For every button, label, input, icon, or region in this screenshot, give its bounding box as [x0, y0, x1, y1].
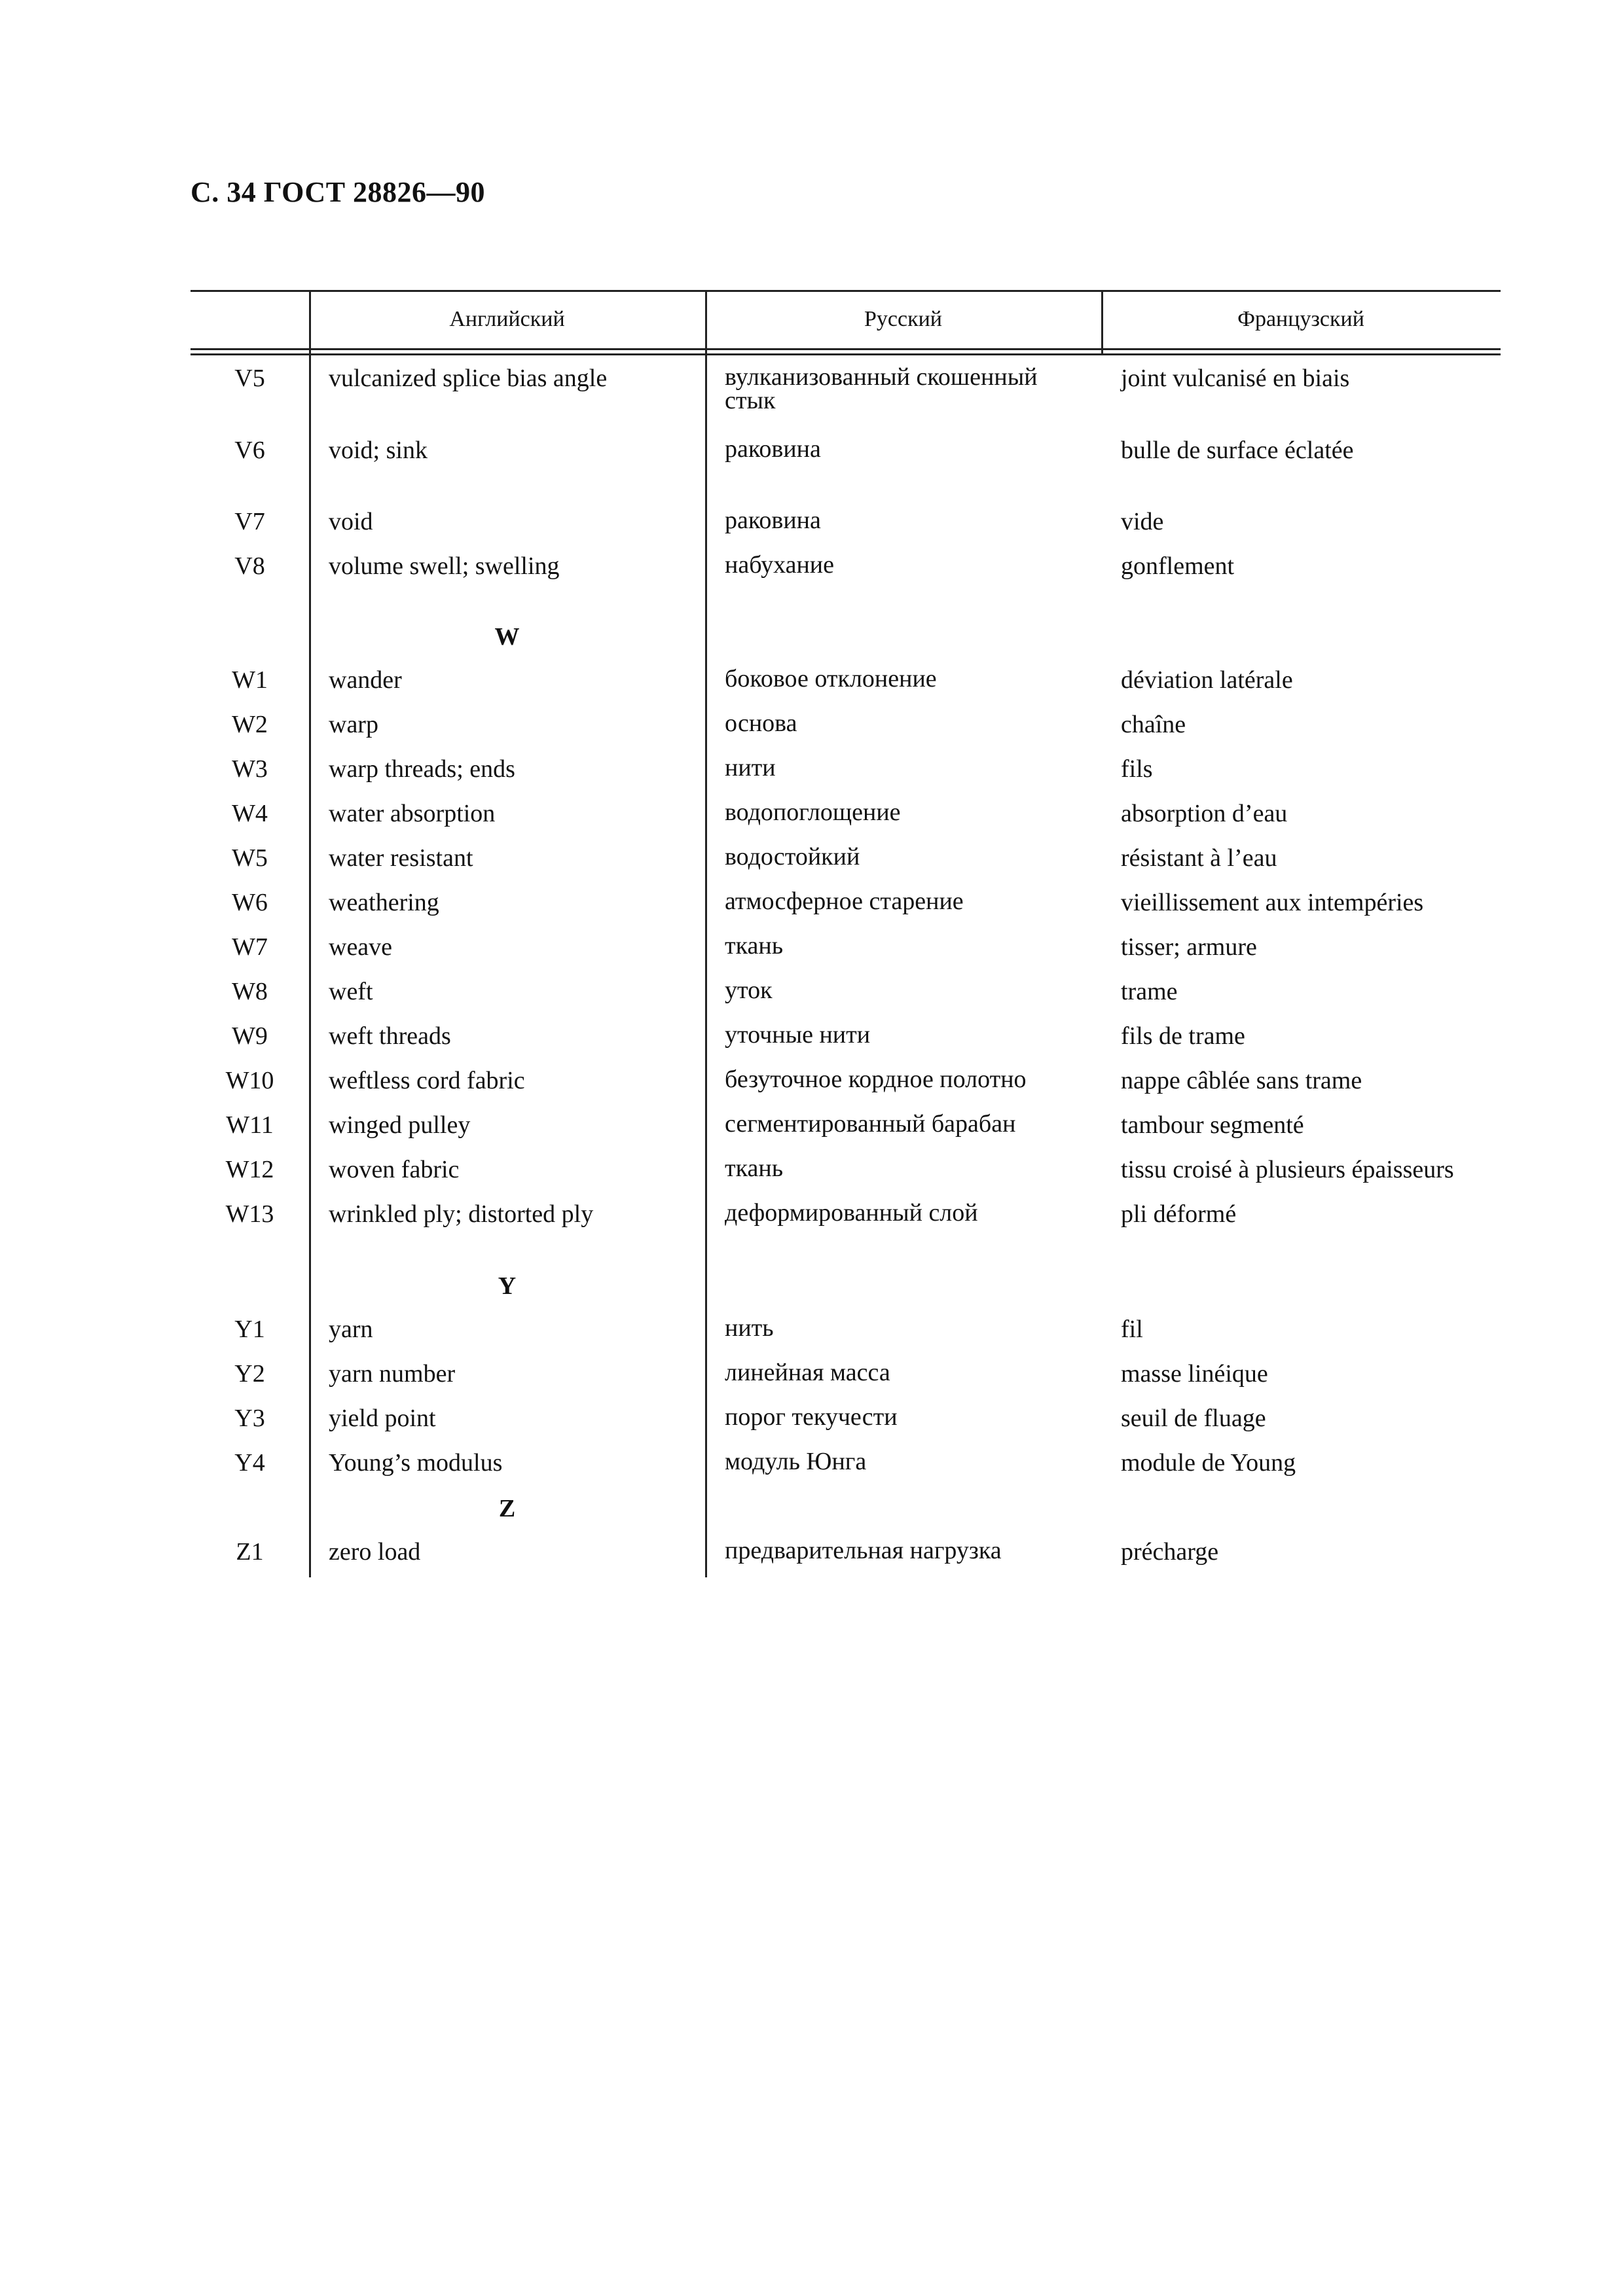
- term-code: W5: [232, 844, 268, 872]
- term-code: V6: [234, 437, 265, 464]
- term-russian: набухание: [725, 551, 834, 579]
- header-bottom-rule: [191, 348, 1501, 350]
- term-french: gonflement: [1121, 552, 1235, 580]
- section-letter: W: [494, 623, 520, 651]
- term-english: weave: [329, 933, 393, 961]
- term-code: W10: [225, 1067, 274, 1094]
- term-french: bulle de surface éclatée: [1121, 437, 1354, 464]
- term-russian: уток: [725, 977, 773, 1004]
- term-english: void: [329, 508, 373, 535]
- term-english: winged pulley: [329, 1111, 471, 1139]
- term-code: W11: [226, 1111, 274, 1139]
- term-french: résistant à l’eau: [1121, 844, 1277, 872]
- term-code: W6: [232, 889, 268, 916]
- term-french: nappe câblée sans trame: [1121, 1067, 1362, 1094]
- term-english: weftless cord fabric: [329, 1067, 525, 1094]
- term-french: fil: [1121, 1316, 1143, 1343]
- term-russian: уточные нити: [725, 1021, 871, 1049]
- term-english: weft threads: [329, 1022, 451, 1050]
- term-french: module de Young: [1121, 1449, 1296, 1477]
- table-top-rule: [191, 290, 1501, 292]
- term-code: W13: [225, 1200, 274, 1228]
- term-code: Z1: [236, 1538, 264, 1566]
- term-code: W4: [232, 800, 268, 827]
- term-russian: ткань: [725, 1155, 784, 1182]
- term-code: Y2: [234, 1360, 265, 1388]
- term-code: Y4: [234, 1449, 265, 1477]
- term-french: fils: [1121, 755, 1153, 783]
- term-code: W8: [232, 978, 268, 1005]
- term-code: Y1: [234, 1316, 265, 1343]
- term-russian: порог текучести: [725, 1403, 898, 1431]
- term-russian: вулканизованный скошенный стык: [725, 363, 1038, 414]
- term-french: fils de trame: [1121, 1022, 1245, 1050]
- term-english: Young’s modulus: [329, 1449, 503, 1477]
- column-header-english: Английский: [449, 307, 565, 331]
- term-code: V5: [234, 365, 265, 392]
- term-english: weft: [329, 978, 373, 1005]
- term-code: Y3: [234, 1405, 265, 1432]
- term-french: vide: [1121, 508, 1164, 535]
- term-code: V8: [234, 552, 265, 580]
- term-english: water absorption: [329, 800, 496, 827]
- term-russian: водопоглощение: [725, 798, 901, 826]
- term-french: déviation latérale: [1121, 666, 1293, 694]
- term-french: précharge: [1121, 1538, 1219, 1566]
- section-letter: Y: [498, 1272, 517, 1300]
- term-english: vulcanized splice bias angle: [329, 365, 608, 392]
- term-french: joint vulcanisé en biais: [1121, 365, 1350, 392]
- term-code: W12: [225, 1156, 274, 1183]
- column-divider: [309, 290, 311, 1577]
- term-code: W2: [232, 711, 268, 738]
- section-letter: Z: [498, 1495, 516, 1522]
- term-english: wrinkled ply; distorted ply: [329, 1200, 594, 1228]
- term-french: absorption d’eau: [1121, 800, 1288, 827]
- term-english: yarn: [329, 1316, 373, 1343]
- term-english: water resistant: [329, 844, 473, 872]
- term-russian: основа: [725, 709, 797, 737]
- term-french: pli déformé: [1121, 1200, 1237, 1228]
- term-code: W1: [232, 666, 268, 694]
- term-french: tisser; armure: [1121, 933, 1257, 961]
- page-header: С. 34 ГОСТ 28826—90: [191, 176, 486, 208]
- term-english: zero load: [329, 1538, 421, 1566]
- term-french: vieillissement aux intempéries: [1121, 889, 1424, 916]
- term-russian: модуль Юнга: [725, 1448, 867, 1475]
- term-code: W7: [232, 933, 268, 961]
- header-double-rule: [191, 353, 1501, 355]
- term-french: trame: [1121, 978, 1178, 1005]
- column-header-russian: Русский: [864, 307, 942, 331]
- term-english: yield point: [329, 1405, 436, 1432]
- term-code: W9: [232, 1022, 268, 1050]
- term-french: seuil de fluage: [1121, 1405, 1266, 1432]
- term-russian: нити: [725, 754, 776, 781]
- term-english: volume swell; swelling: [329, 552, 560, 580]
- column-header-french: Французский: [1237, 307, 1364, 331]
- term-english: warp threads; ends: [329, 755, 515, 783]
- term-russian: боковое отклонение: [725, 665, 937, 692]
- term-english: yarn number: [329, 1360, 456, 1388]
- term-russian: сегментированный барабан: [725, 1110, 1016, 1138]
- term-russian: раковина: [725, 507, 821, 534]
- term-french: tambour segmenté: [1121, 1111, 1304, 1139]
- term-russian: ткань: [725, 932, 784, 960]
- term-russian: линейная масса: [725, 1359, 890, 1386]
- term-french: chaîne: [1121, 711, 1186, 738]
- column-divider: [705, 290, 707, 1577]
- term-french: tissu croisé à plusieurs épaisseurs: [1121, 1156, 1454, 1183]
- term-russian: раковина: [725, 435, 821, 463]
- term-russian: безуточное кордное полотно: [725, 1066, 1027, 1093]
- term-english: wander: [329, 666, 402, 694]
- term-russian: водостойкий: [725, 843, 860, 870]
- term-code: V7: [234, 508, 265, 535]
- term-russian: нить: [725, 1314, 774, 1342]
- term-english: weathering: [329, 889, 439, 916]
- term-english: woven fabric: [329, 1156, 460, 1183]
- term-english: warp: [329, 711, 378, 738]
- term-code: W3: [232, 755, 268, 783]
- term-russian: атмосферное старение: [725, 888, 964, 915]
- term-russian: предварительная нагрузка: [725, 1537, 1002, 1564]
- term-english: void; sink: [329, 437, 428, 464]
- term-french: masse linéique: [1121, 1360, 1268, 1388]
- term-russian: деформированный слой: [725, 1199, 978, 1227]
